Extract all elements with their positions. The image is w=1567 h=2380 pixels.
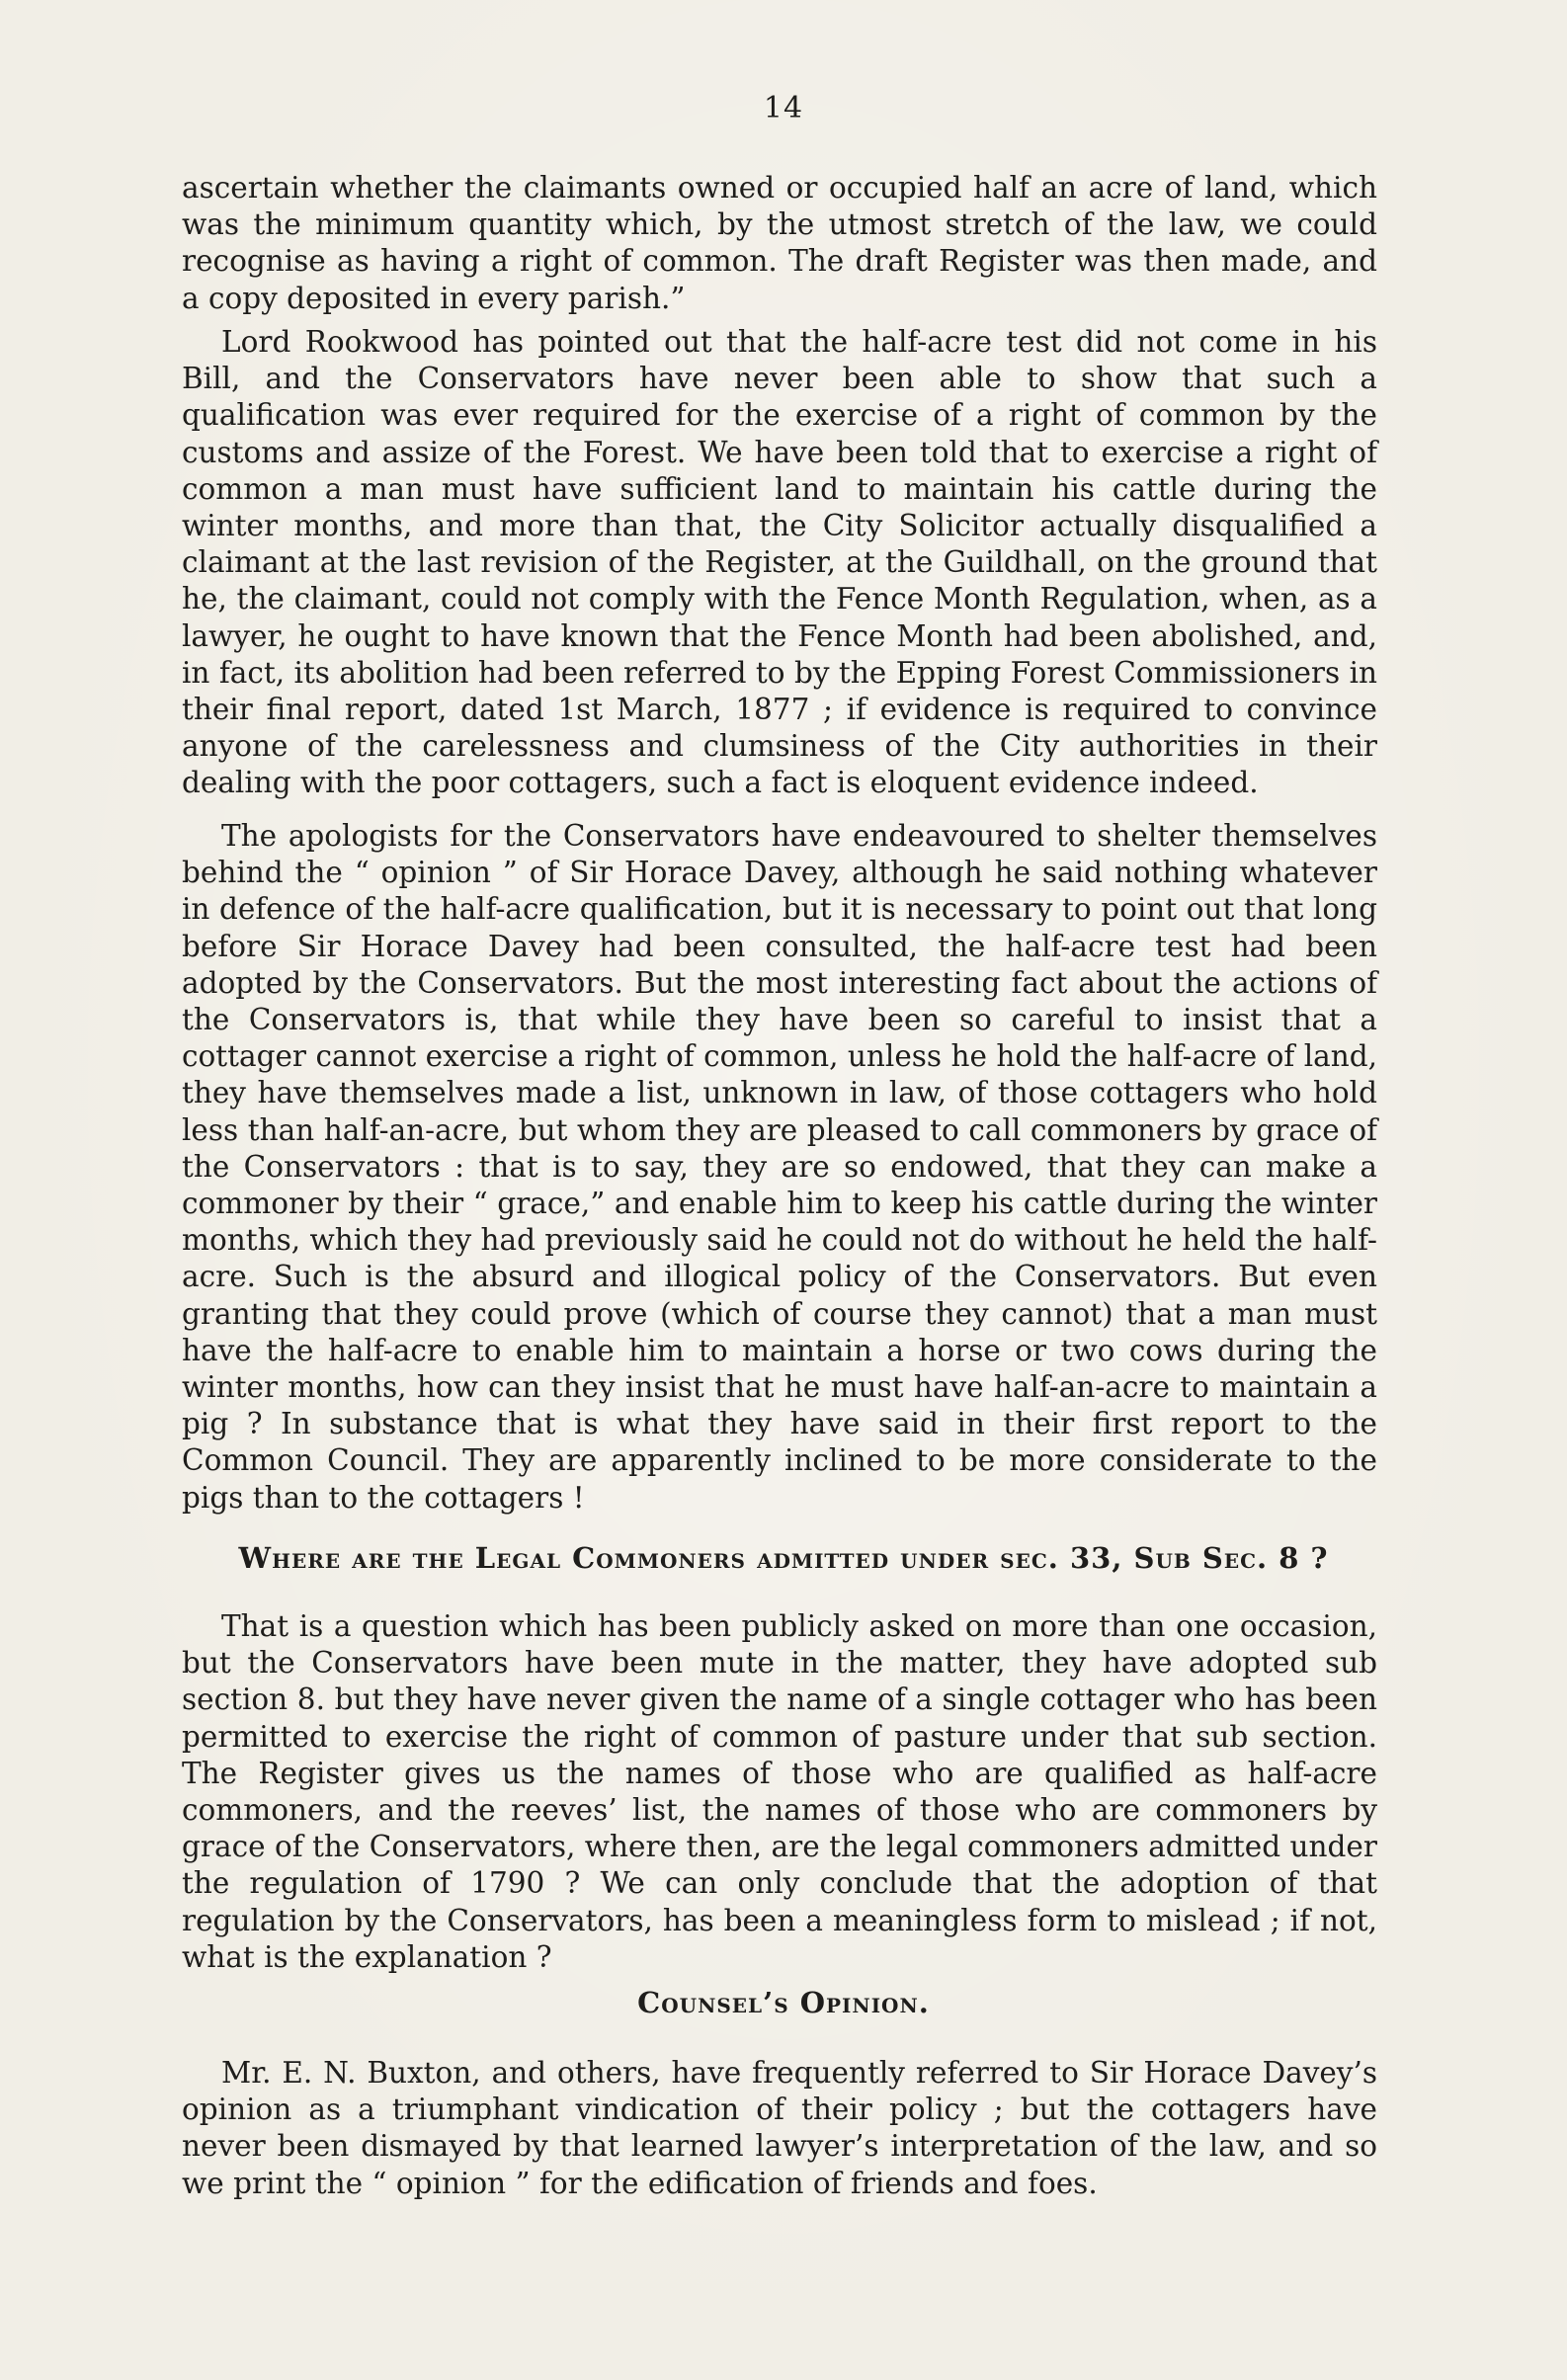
page-number: 14 — [763, 91, 804, 125]
paragraph-apologists: The apologists for the Conservators have endeavoured to shelter themselves behind the “ opinion ” of Sir Horace Davey, although he said nothing whatever in defence of the half-acre qualification, but it is necessary to point out that long before Sir Horace Davey had been consulted, the half-acre test had been adopted by the Conservators. But the most interesting fact about the actions of the Conservators is, that while they have been so careful to insist that a cottager cannot exercise a right of common, unless he hold the half-acre of land, they have themselves made a list, unknown in law, of those cottagers who hold less than half-an-acre, but whom they are pleased to call commoners by grace of the Conservators : that is to say, they are so endowed, that they can make a commoner by their “ grace,” and enable him to keep his cattle during the winter months, which they had previously said he could not do without he held the half-acre. Such is the absurd and illogical policy of the Conservators. But even granting that they could prove (which of course they cannot) that a man must have the half-acre to enable him to maintain a horse or two cows during the winter months, how can they insist that he must have half-an-acre to maintain a pig ? In substance that is what they have said in their first report to the Common Council. They are apparently inclined to be more considerate to the pigs than to the cottagers ! — [182, 819, 1377, 1515]
section-heading-counsels-opinion: Counsel’s Opinion. — [637, 1986, 930, 2019]
section-heading-legal-commoners: Where are the Legal Commoners admitted under sec. 33, Sub Sec. 8 ? — [238, 1541, 1329, 1575]
paragraph-question: That is a question which has been publicly asked on more than one occasion, but the Conservators have been mute in the matter, they have adopted sub section 8. but they have never given the name of a single cottager who has been permitted to exercise the right of common of pasture under that sub section. The Register gives us the names of those who are qualified as half-acre commoners, and the reeves’ list, the names of those who are commoners by grace of the Conservators, where then, are the legal commoners admitted under the regulation of 1790 ? We can only conclude that the adoption of that regulation by the Conservators, has been a meaningless form to mislead ; if not, what is the explanation ? — [182, 1609, 1377, 1974]
paragraph-quote-end: ascertain whether the claimants owned or occupied half an acre of land, which was the minimum quantity which, by the utmost stretch of the law, we could recognise as having a right of common. The draft Register was then made, and a copy deposited in every parish.” — [182, 171, 1377, 315]
paragraph-buxton: Mr. E. N. Buxton, and others, have frequently referred to Sir Horace Davey’s opinion as a triumphant vindication of their policy ; but the cottagers have never been dismayed by that learned lawyer’s interpretation of the law, and so we print the “ opinion ” for the edification of friends and foes. — [182, 2056, 1377, 2200]
paragraph-rookwood: Lord Rookwood has pointed out that the half-acre test did not come in his Bill, and the Conservators have never been able to show that such a qualification was ever required for the exercise of a right of common by the customs and assize of the Forest. We have been told that to exercise a right of common a man must have sufficient land to maintain his cattle during the winter months, and more than that, the City Solicitor actually disqualified a claimant at the last revision of the Register, at the Guildhall, on the ground that he, the claimant, could not comply with the Fence Month Regulation, when, as a lawyer, he ought to have known that the Fence Month had been abolished, and, in fact, its abolition had been referred to by the Epping Forest Commissioners in their final report, dated 1st March, 1877 ; if evidence is required to convince anyone of the carelessness and clumsiness of the City authorities in their dealing with the poor cottagers, such a fact is eloquent evidence indeed. — [182, 325, 1377, 800]
